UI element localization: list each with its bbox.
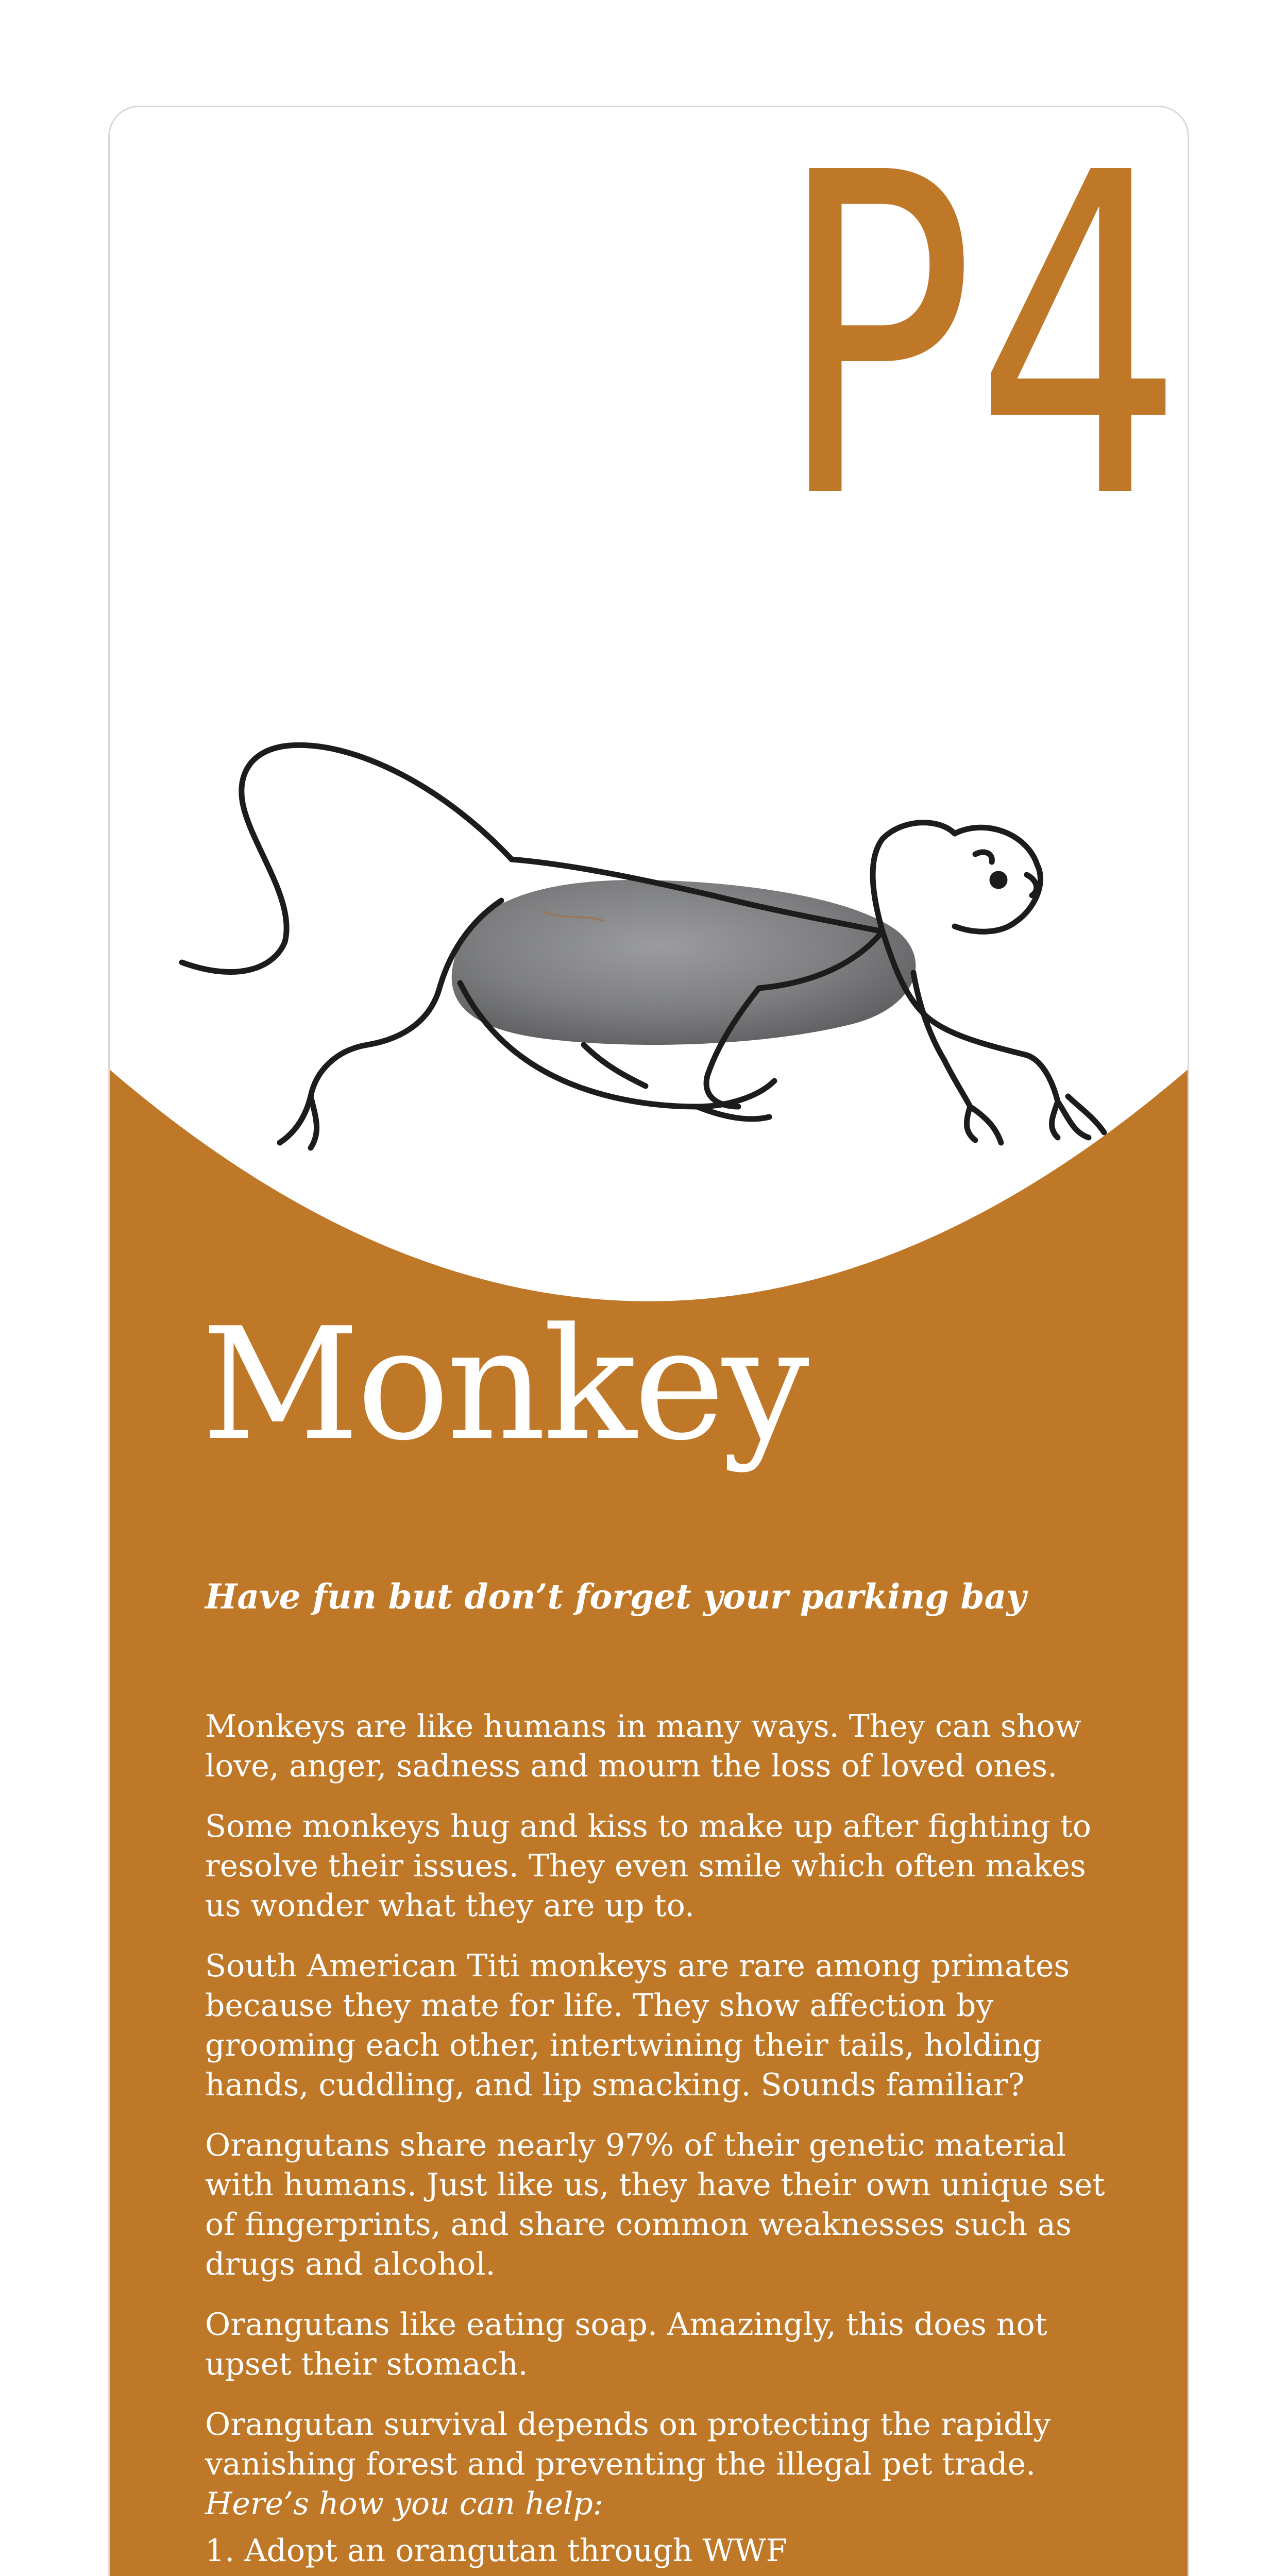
- bay-code: [694, 80, 1184, 596]
- sign-panel: [108, 80, 1189, 2576]
- paragraph: Some monkeys hug and kiss to make up after fighting to resolve their issues. They even smile which often makes us wonder what they are up to.: [205, 1808, 1091, 1924]
- paragraph: Orangutan survival depends on protecting the rapidly vanishing forest and preventing the illegal pet trade.: [205, 2406, 1051, 2482]
- paragraph: South American Titi monkeys are rare among primates because they mate for life. They show affection by grooming each other, intertwining their tails, holding hands, cuddling, and lip smacking. Sounds familiar?: [205, 1948, 1070, 2103]
- help-item: 1. Adopt an orangutan through WWF: [205, 2533, 788, 2569]
- page-title: Monkey: [201, 1295, 806, 1475]
- monkey-illustration-icon: [182, 653, 1161, 1246]
- paragraph: Orangutans share nearly 97% of their genetic material with humans. Just like us, they have their own unique set of fingerprints, and share common weaknesses such as drugs and alcohol.: [205, 2127, 1105, 2282]
- paragraph: Orangutans like eating soap. Amazingly, this does not upset their stomach.: [205, 2307, 1047, 2382]
- page-subtitle: Have fun but don’t forget your parking bay: [205, 1577, 1026, 1617]
- paragraph: Monkeys are like humans in many ways. They can show love, anger, sadness and mourn the loss of loved ones.: [205, 1708, 1081, 1784]
- bay-code-text: P4: [777, 80, 1184, 596]
- help-lead: Here’s how you can help:: [205, 2486, 603, 2522]
- paragraph-with-help: [205, 2405, 1112, 2524]
- body-text: [205, 1707, 1112, 2576]
